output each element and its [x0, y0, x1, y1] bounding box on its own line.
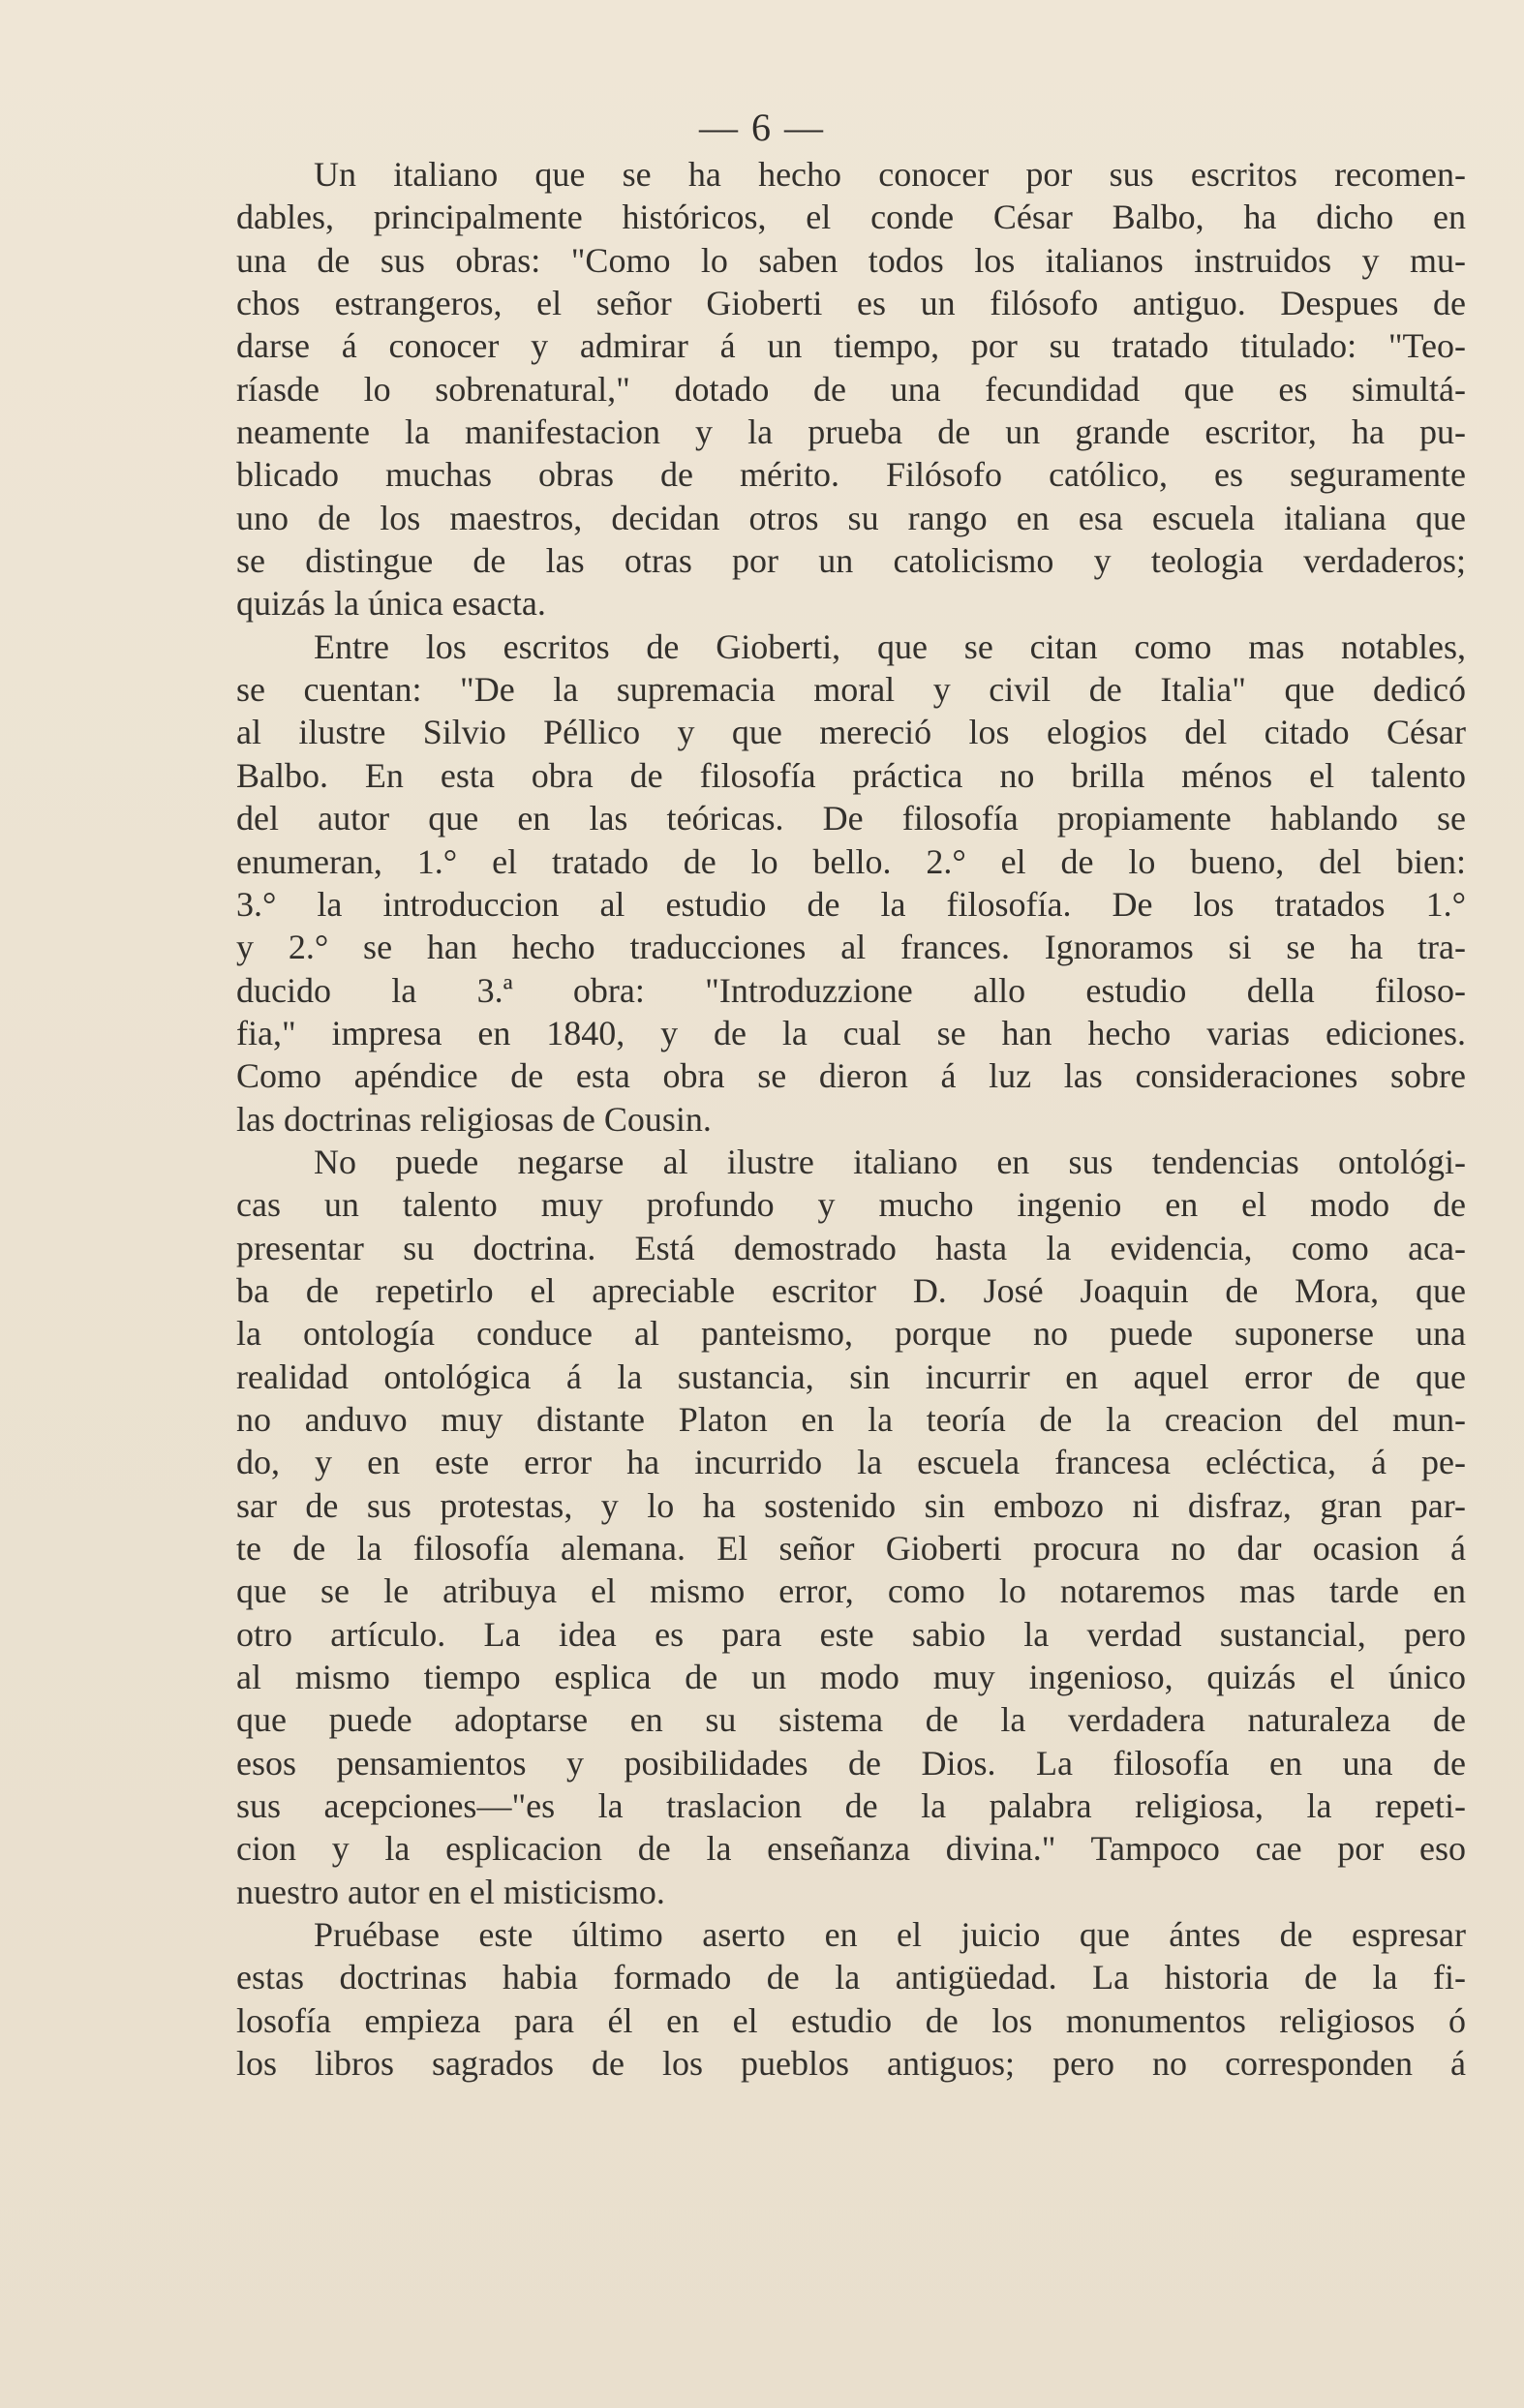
text-line: ba de repetirlo el apreciable escritor D. José Joaquin de Mora, que — [236, 1270, 1466, 1310]
text-line: al mismo tiempo esplica de un modo muy ingenioso, quizás el único — [236, 1658, 1466, 1697]
text-line: te de la filosofía alemana. El señor Gioberti procura no dar ocasion á — [236, 1529, 1466, 1568]
text-line: sus acepciones—"es la traslacion de la palabra religiosa, la repeti- — [236, 1786, 1466, 1826]
text-line: Un italiano que se ha hecho conocer por sus escritos recomen- — [314, 155, 1466, 194]
text-line: quizás la única esacta. — [236, 584, 546, 624]
text-line: darse á conocer y admirar á un tiempo, por su tratado titulado: "Teo- — [236, 326, 1466, 366]
text-line: enumeran, 1.° el tratado de lo bello. 2.° el de lo bueno, del bien: — [236, 841, 1466, 881]
text-line: que puede adoptarse en su sistema de la verdadera naturaleza de — [236, 1700, 1466, 1740]
text-line: cion y la esplicacion de la enseñanza divina." Tampoco cae por eso — [236, 1829, 1466, 1869]
text-line: al ilustre Silvio Péllico y que mereció los elogios del citado César — [236, 713, 1466, 752]
text-line: ríasde lo sobrenatural," dotado de una fecundidad que es simultá- — [236, 369, 1466, 409]
text-line: No puede negarse al ilustre italiano en sus tendencias ontológi- — [314, 1142, 1466, 1181]
text-line: fia," impresa en 1840, y de la cual se han hecho varias ediciones. — [236, 1013, 1466, 1052]
text-line: nuestro autor en el misticismo. — [236, 1872, 665, 1911]
text-line: presentar su doctrina. Está demostrado hasta la evidencia, como aca- — [236, 1228, 1466, 1267]
text-line: los libros sagrados de los pueblos antiguos; pero no corresponden á — [236, 2044, 1466, 2084]
text-line: Entre los escritos de Gioberti, que se citan como mas notables, — [314, 626, 1466, 666]
text-line: losofía empieza para él en el estudio de los monumentos religiosos ó — [236, 2000, 1466, 2040]
text-line: del autor que en las teóricas. De filosofía propiamente hablando se — [236, 799, 1466, 838]
text-line: otro artículo. La idea es para este sabio la verdad sustancial, pero — [236, 1614, 1466, 1654]
text-line: uno de los maestros, decidan otros su rango en esa escuela italiana que — [236, 498, 1466, 537]
text-line: una de sus obras: "Como lo saben todos los italianos instruidos y mu- — [236, 240, 1466, 280]
text-line: ducido la 3.ª obra: "Introduzzione allo estudio della filoso- — [236, 970, 1466, 1010]
text-line: cas un talento muy profundo y mucho ingenio en el modo de — [236, 1185, 1466, 1225]
text-line: do, y en este error ha incurrido la escuela francesa ecléctica, á pe- — [236, 1443, 1466, 1482]
text-line: sar de sus protestas, y lo ha sostenido sin embozo ni disfraz, gran par- — [236, 1485, 1466, 1525]
text-line: 3.° la introduccion al estudio de la filosofía. De los tratados 1.° — [236, 884, 1466, 924]
text-line: las doctrinas religiosas de Cousin. — [236, 1099, 712, 1139]
text-line: y 2.° se han hecho traducciones al frances. Ignoramos si se ha tra- — [236, 928, 1466, 967]
text-line: dables, principalmente históricos, el conde César Balbo, ha dicho en — [236, 198, 1466, 237]
text-line: esos pensamientos y posibilidades de Dios. La filosofía en una de — [236, 1743, 1466, 1783]
page-number: — 6 — — [699, 106, 825, 149]
text-line: chos estrangeros, el señor Gioberti es un filósofo antiguo. Despues de — [236, 284, 1466, 323]
text-line: estas doctrinas habia formado de la antigüedad. La historia de la fi- — [236, 1958, 1466, 1997]
text-line: la ontología conduce al panteismo, porque no puede suponerse una — [236, 1314, 1466, 1354]
text-line: no anduvo muy distante Platon en la teoría de la creacion del mun- — [236, 1399, 1466, 1439]
body-text — [236, 153, 1466, 2085]
text-line: que se le atribuya el mismo error, como lo notaremos mas tarde en — [236, 1571, 1466, 1611]
text-line: se distingue de las otras por un catolicismo y teologia verdaderos; — [236, 541, 1466, 581]
text-line: neamente la manifestacion y la prueba de un grande escritor, ha pu- — [236, 412, 1466, 452]
text-line: Balbo. En esta obra de filosofía práctica no brilla ménos el talento — [236, 755, 1466, 795]
text-line: Pruébase este último aserto en el juicio que ántes de espresar — [314, 1915, 1466, 1955]
text-line: blicado muchas obras de mérito. Filósofo católico, es seguramente — [236, 455, 1466, 495]
text-line: Como apéndice de esta obra se dieron á luz las consideraciones sobre — [236, 1056, 1466, 1096]
text-line: realidad ontológica á la sustancia, sin incurrir en aquel error de que — [236, 1356, 1466, 1396]
text-line: se cuentan: "De la supremacia moral y civil de Italia" que dedicó — [236, 670, 1466, 710]
